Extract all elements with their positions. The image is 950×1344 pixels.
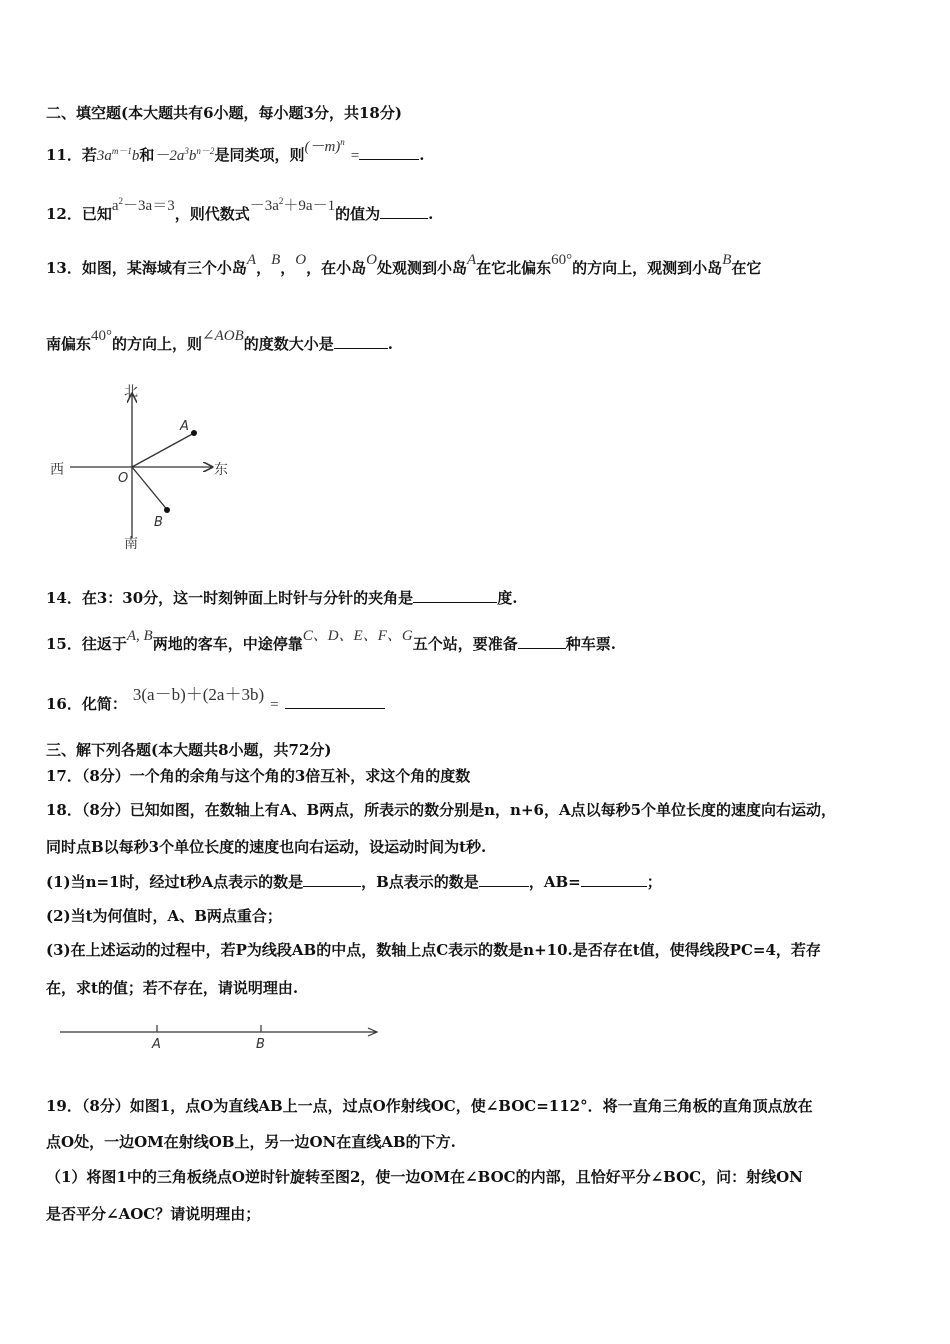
label-b: B — [154, 515, 163, 530]
q14-answer-blank[interactable] — [413, 588, 497, 603]
label-east: 东 — [214, 462, 228, 478]
question-18-part3-line2: 在，求t的值；若不存在，请说明理由. — [46, 979, 299, 997]
q12-expression: $-3a^2+9a-1$ — [249, 196, 336, 214]
q15-stops: C、D、E、F、G — [302, 628, 413, 644]
q13-angle-40: 40° — [91, 328, 113, 344]
q15-answer-blank[interactable] — [518, 634, 566, 649]
q13-answer-blank[interactable] — [334, 334, 388, 349]
question-11: 11．若$3a^{m-1}b$和$-2a^3b^{n-2}$是同类项，则$(-m)^n=$ . — [46, 137, 425, 164]
ray-ob — [132, 467, 169, 512]
q18-blank-b[interactable] — [479, 872, 529, 887]
q12-condition: $a^2-3a=3$ — [111, 196, 175, 214]
question-18-part2: (2)当t为何值时，A、B两点重合； — [46, 907, 282, 925]
compass-figure — [40, 378, 250, 554]
question-19-line1: 19．（8分）如图1，点O为直线AB上一点，过点O作射线OC，使∠BOC=112°．将一直角三角板的直角顶点放在 — [46, 1097, 813, 1115]
label-o: O — [118, 471, 129, 486]
section-2-title: 二、填空题(本大题共有6小题，每小题3分，共18分) — [46, 104, 402, 122]
question-18-part3-line1: (3)在上述运动的过程中，若P为线段AB的中点，数轴上点C表示的数是n+10.是否存在t值，使得线段PC=4，若存 — [46, 941, 821, 959]
label-point-a: A — [152, 1037, 161, 1052]
question-14: 14．在3：30分，这一时刻钟面上时针与分针的夹角是 度. — [46, 589, 518, 607]
question-16: 16．化简： 3(a－b)＋(2a＋3b)= — [46, 694, 385, 715]
point-a — [191, 430, 197, 436]
question-13-line1: 13．如图，某海域有三个小岛A，B，O，在小岛O处观测到小岛A在它北偏东60°的方向上，观测到小岛B在它 — [46, 252, 762, 277]
label-south: 南 — [124, 536, 138, 552]
number-line-figure — [56, 1016, 386, 1056]
q11-number: 11． — [46, 146, 82, 164]
q11-answer-blank[interactable] — [359, 145, 419, 160]
question-17: 17．（8分）一个角的余角与这个角的3倍互补，求这个角的度数 — [46, 767, 471, 785]
q15-ab: A, B — [126, 628, 153, 644]
q11-term2: $-2a^3b^{n-2}$ — [154, 146, 215, 164]
q11-expression: $(-m)^n$ — [304, 137, 345, 155]
question-18-part1: (1)当n=1时，经过t秒A点表示的数是 ，B点表示的数是 ，AB= ； — [46, 873, 662, 891]
ray-oa — [132, 432, 196, 467]
q13-angle-60: 60° — [551, 252, 573, 268]
label-north: 北 — [124, 384, 138, 400]
q16-expression: 3(a－b)＋(2a＋3b) — [132, 685, 265, 704]
q12-answer-blank[interactable] — [380, 204, 428, 219]
label-a: A — [180, 419, 189, 434]
question-18-line2: 同时点B以每秒3个单位长度的速度也向右运动，设运动时间为t秒. — [46, 838, 487, 856]
q18-blank-a[interactable] — [303, 872, 361, 887]
q11-term1: $3a^{m-1}b$ — [96, 146, 140, 164]
section-3-title: 三、解下列各题(本大题共8小题，共72分) — [46, 741, 332, 759]
question-18-line1: 18．（8分）已知如图，在数轴上有A、B两点，所表示的数分别是n，n+6，A点以每秒5个单位长度的速度向右运动， — [46, 801, 837, 819]
q18-blank-ab[interactable] — [581, 872, 647, 887]
question-13-line2: 南偏东40°的方向上，则∠AOB的度数大小是 . — [46, 328, 394, 353]
q16-answer-blank[interactable] — [285, 694, 385, 709]
question-15: 15．往返于A, B两地的客车，中途停靠C、D、E、F、G五个站，要准备 种车票. — [46, 628, 616, 653]
point-b — [164, 507, 170, 513]
question-12: 12．已知$a^2-3a=3$，则代数式$-3a^2+9a-1$的值为 . — [46, 196, 434, 223]
question-19-part1-line1: （1）将图1中的三角板绕点O逆时针旋转至图2，使一边OM在∠BOC的内部，且恰好平分∠BOC，问：射线ON — [46, 1168, 803, 1186]
question-19-line2: 点O处，一边OM在射线OB上，另一边ON在直线AB的下方. — [46, 1133, 456, 1151]
label-west: 西 — [50, 462, 64, 478]
q13-angle-aob: ∠AOB — [202, 328, 244, 344]
question-19-part1-line2: 是否平分∠AOC？请说明理由； — [46, 1205, 261, 1223]
label-point-b: B — [256, 1037, 265, 1052]
